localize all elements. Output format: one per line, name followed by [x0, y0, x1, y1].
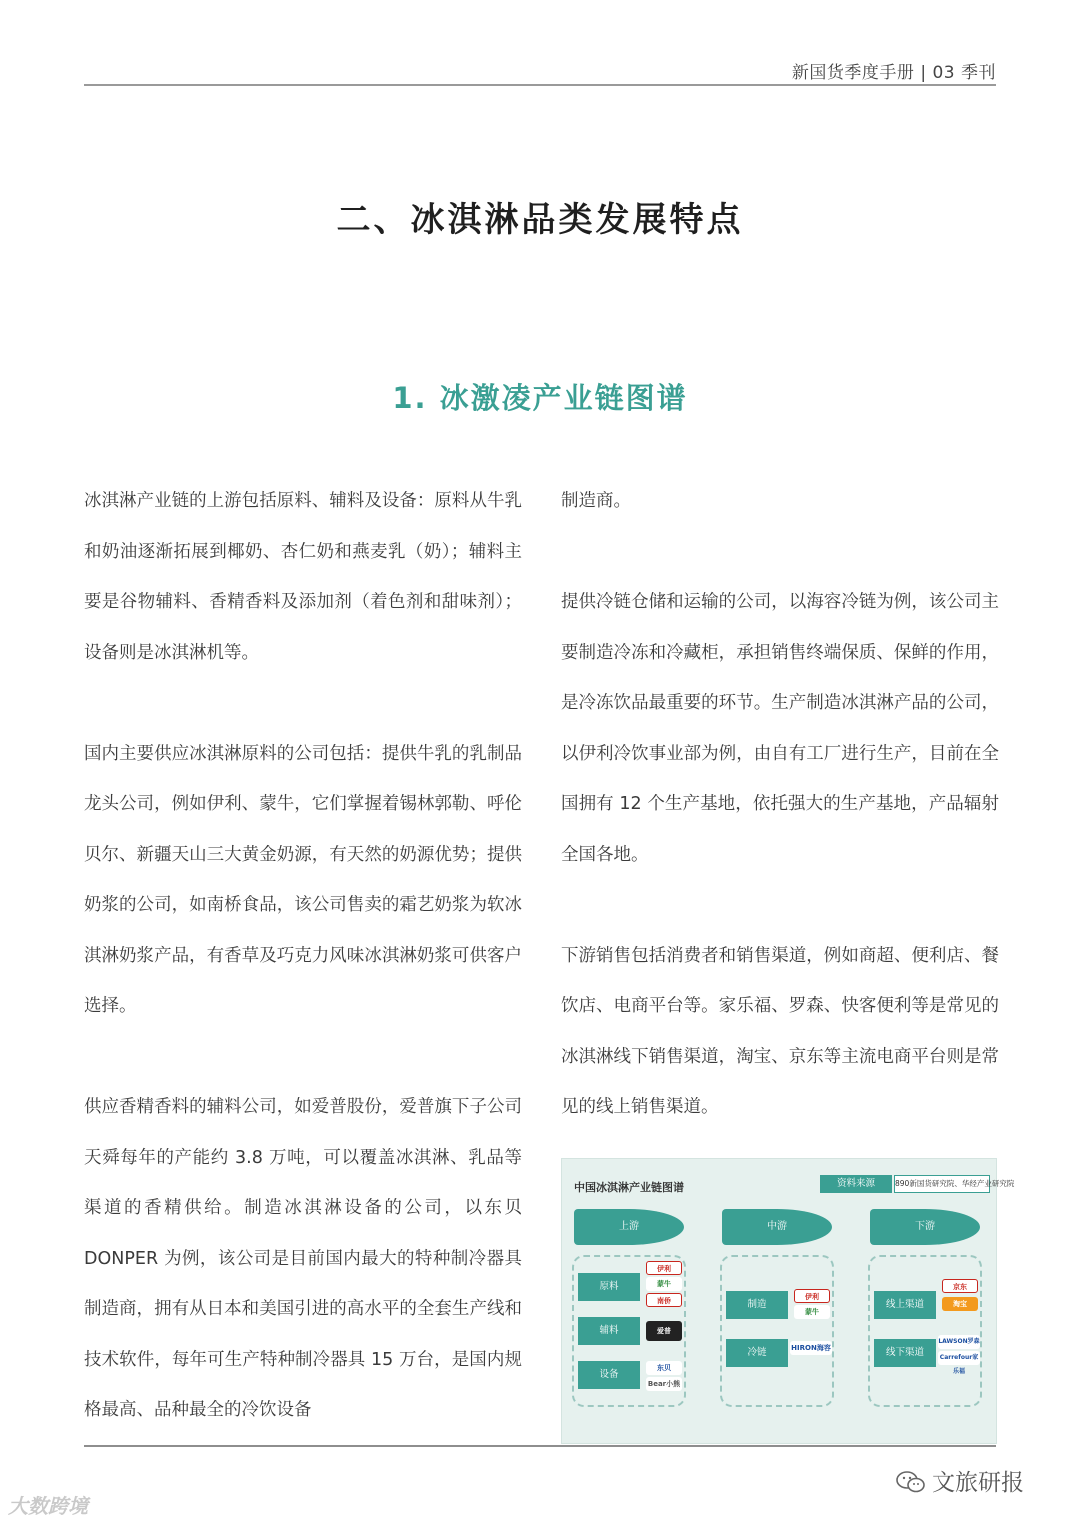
- logo-hiron: HIRON海容: [790, 1341, 832, 1355]
- paragraph: 供应香精香料的辅料公司，如爱普股份，爱普旗下子公司天舜每年的产能约 3.8 万吨，可以覆盖冰淇淋、乳品等渠道的香精供给。制造冰淇淋设备的公司，以东贝 DONPER 为例，该公司是目前国内最大的特种制冷器具制造商，拥有从日本和美国引进的高水平的全套生产线和技术软件，每年可生产特种制冷器具 15 万台，是国内规格最高、品种最全的冷饮设备: [84, 1097, 522, 1420]
- figure-source-label: 资料来源: [820, 1175, 892, 1193]
- logo-taobao: 淘宝: [942, 1297, 978, 1311]
- logo-yili: 伊利: [646, 1261, 682, 1275]
- node-offline-channels: 线下渠道: [874, 1339, 936, 1367]
- node-manufacturing: 制造: [726, 1291, 788, 1319]
- node-online-channels: 线上渠道: [874, 1291, 936, 1319]
- paragraph: 冰淇淋产业链的上游包括原料、辅料及设备：原料从牛乳和奶油逐渐拓展到椰奶、杏仁奶和燕麦乳（奶）；辅料主要是谷物辅料、香精香料及添加剂（着色剂和甜味剂）；设备则是冰淇淋机等。: [84, 491, 522, 663]
- watermark-right-text: 文旅研报: [932, 1470, 1024, 1496]
- stage-upstream: 上游: [574, 1209, 684, 1245]
- downstream-group: [868, 1255, 982, 1407]
- header-rule: [84, 84, 996, 86]
- logo-lawson: LAWSON罗森: [938, 1335, 980, 1349]
- figure-title: 中国冰淇淋产业链图谱: [574, 1181, 684, 1194]
- figure-source-value: 890新国货研究院、华经产业研究院: [894, 1175, 990, 1193]
- upstream-group: [572, 1255, 686, 1407]
- logo-carrefour: Carrefour家乐福: [938, 1351, 980, 1365]
- paragraph: 下游销售包括消费者和销售渠道，例如商超、便利店、餐饮店、电商平台等。家乐福、罗森、快客便利等是常见的冰淇淋线下销售渠道，淘宝、京东等主流电商平台则是常见的线上销售渠道。: [561, 945, 999, 1117]
- logo-bear: Bear小熊: [646, 1377, 682, 1391]
- stage-midstream: 中游: [722, 1209, 832, 1245]
- logo-mengniu: 蒙牛: [794, 1305, 830, 1319]
- paragraph: 国内主要供应冰淇淋原料的公司包括：提供牛乳的乳制品龙头公司，例如伊利、蒙牛，它们掌握着锡林郭勒、呼伦贝尔、新疆天山三大黄金奶源，有天然的奶源优势；提供奶浆的公司，如南桥食品，该公司售卖的霜艺奶浆为软冰淇淋奶浆产品，有香草及巧克力风味冰淇淋奶浆可供客户选择。: [84, 743, 522, 1016]
- node-cold-chain: 冷链: [726, 1339, 788, 1367]
- logo-aipu: 爱普: [646, 1321, 682, 1341]
- running-header: 新国货季度手册 | 03 季刊: [791, 63, 996, 83]
- logo-nanqiao: 南侨: [646, 1293, 682, 1307]
- logo-donper: 东贝: [646, 1361, 682, 1375]
- stage-downstream: 下游: [870, 1209, 980, 1245]
- paragraph: 提供冷链仓储和运输的公司，以海容冷链为例，该公司主要制造冷冻和冷藏柜，承担销售终端保质、保鲜的作用，是冷冻饮品最重要的环节。生产制造冰淇淋产品的公司，以伊利冷饮事业部为例，由自有工厂进行生产，目前在全国拥有 12 个生产基地，依托强大的生产基地，产品辐射全国各地。: [561, 592, 999, 865]
- logo-mengniu: 蒙牛: [646, 1277, 682, 1291]
- logo-jd: 京东: [942, 1279, 978, 1293]
- paragraph: 制造商。: [561, 491, 631, 511]
- section-title: 二、冰淇淋品类发展特点: [336, 200, 744, 240]
- wechat-icon: [896, 1471, 926, 1493]
- midstream-group: [720, 1255, 834, 1407]
- left-column: [84, 476, 522, 1436]
- watermark-left: 大数跨境: [8, 1494, 88, 1518]
- logo-yili: 伊利: [794, 1289, 830, 1303]
- right-column: [561, 476, 999, 1133]
- node-equipment: 设备: [578, 1361, 640, 1389]
- footer-rule: [84, 1445, 996, 1447]
- node-auxiliary: 辅料: [578, 1317, 640, 1345]
- watermark-right: [896, 1464, 1024, 1497]
- node-raw-materials: 原料: [578, 1273, 640, 1301]
- industry-chain-figure: [561, 1158, 1015, 1444]
- sub-title: 1. 冰激凌产业链图谱: [392, 381, 688, 415]
